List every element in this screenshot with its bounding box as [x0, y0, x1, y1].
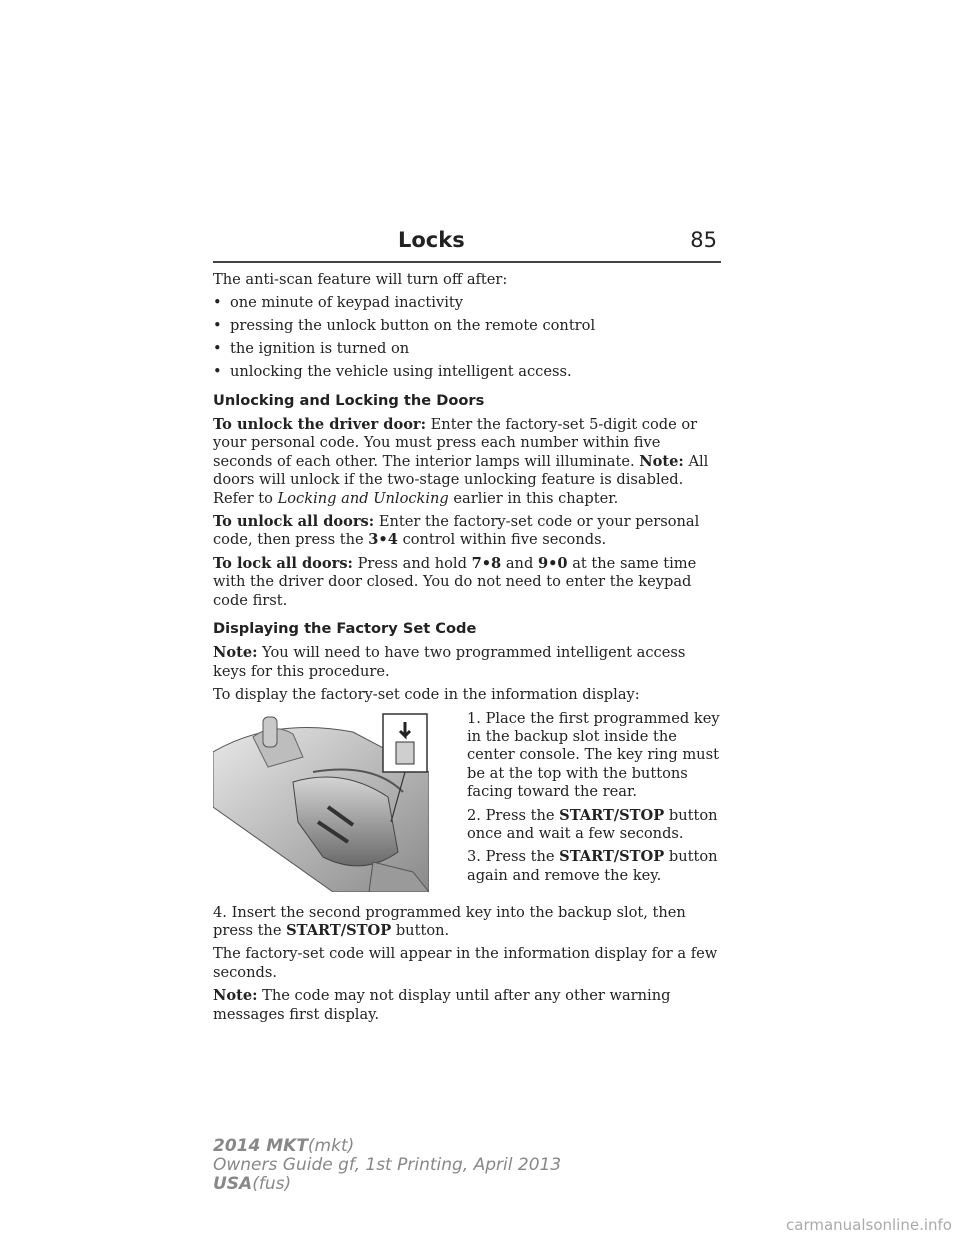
- steps-column: [467, 710, 723, 891]
- figure-row: [213, 710, 723, 900]
- page-header: [213, 228, 721, 260]
- factory-intro-paragraph: To display the factory-set code in the information display:: [213, 686, 640, 704]
- center-console-illustration: [213, 712, 429, 892]
- factory-note-paragraph: Note: You will need to have two programmed intelligent access keys for this procedure.: [213, 644, 686, 680]
- list-item: • one minute of keypad inactivity: [213, 294, 463, 312]
- note2-paragraph: Note: The code may not display until after any other warning messages first display.: [213, 987, 671, 1023]
- list-item: • unlocking the vehicle using intelligent access.: [213, 363, 572, 381]
- list-item: • the ignition is turned on: [213, 340, 410, 358]
- unlock-all-paragraph: To unlock all doors: Enter the factory-set code or your personal code, then press the 3•4 control within five seconds.: [213, 512, 700, 549]
- section-heading-unlocking: Unlocking and Locking the Doors: [213, 391, 485, 409]
- page-content: [213, 271, 723, 1029]
- step-3: 3. Press the START/STOP button again and remove the key.: [467, 848, 718, 884]
- bullet-icon: •: [213, 317, 222, 335]
- unlock-driver-paragraph: To unlock the driver door: Enter the factory-set 5-digit code or your personal code. You must press each number within five seconds of each other. The interior lamps will illuminate. Note: All doors will unlock if the two-stage unlocking feature is disabled. Refer to Locking and Unlocking earlier in this chapter.: [213, 415, 709, 507]
- step-2: 2. Press the START/STOP button once and wait a few seconds.: [467, 806, 718, 843]
- anti-scan-list: [213, 294, 723, 381]
- cross-reference: Locking and Unlocking: [277, 489, 449, 507]
- bullet-icon: •: [213, 294, 222, 312]
- header-rule: [213, 261, 721, 263]
- chapter-title: Locks: [398, 228, 465, 252]
- bullet-icon: •: [213, 340, 222, 358]
- section-heading-factory-code: Displaying the Factory Set Code: [213, 620, 477, 637]
- list-item: • pressing the unlock button on the remote control: [213, 317, 596, 335]
- page-number: 85: [690, 228, 717, 252]
- page-footer: [213, 1137, 561, 1194]
- result-paragraph: The factory-set code will appear in the information display for a few seconds.: [213, 945, 718, 981]
- footer-line-2: Owners Guide gf, 1st Printing, April 2013: [213, 1155, 562, 1175]
- bullet-icon: •: [213, 363, 222, 381]
- step-4: 4. Insert the second programmed key into the backup slot, then press the START/STOP button.: [213, 903, 686, 940]
- watermark-text: carmanualsonline.info: [786, 1216, 952, 1234]
- step-1: 1. Place the first programmed key in the backup slot inside the center console. The key ring must be at the top with the buttons facing toward the rear.: [467, 709, 720, 801]
- anti-scan-intro: The anti-scan feature will turn off after:: [213, 271, 508, 288]
- footer-line-3: USA(fus): [213, 1174, 292, 1194]
- lock-all-paragraph: To lock all doors: Press and hold 7•8 and 9•0 at the same time with the driver door closed. You do not need to enter the keypad code first.: [213, 554, 697, 609]
- footer-line-1: 2014 MKT(mkt): [213, 1136, 355, 1156]
